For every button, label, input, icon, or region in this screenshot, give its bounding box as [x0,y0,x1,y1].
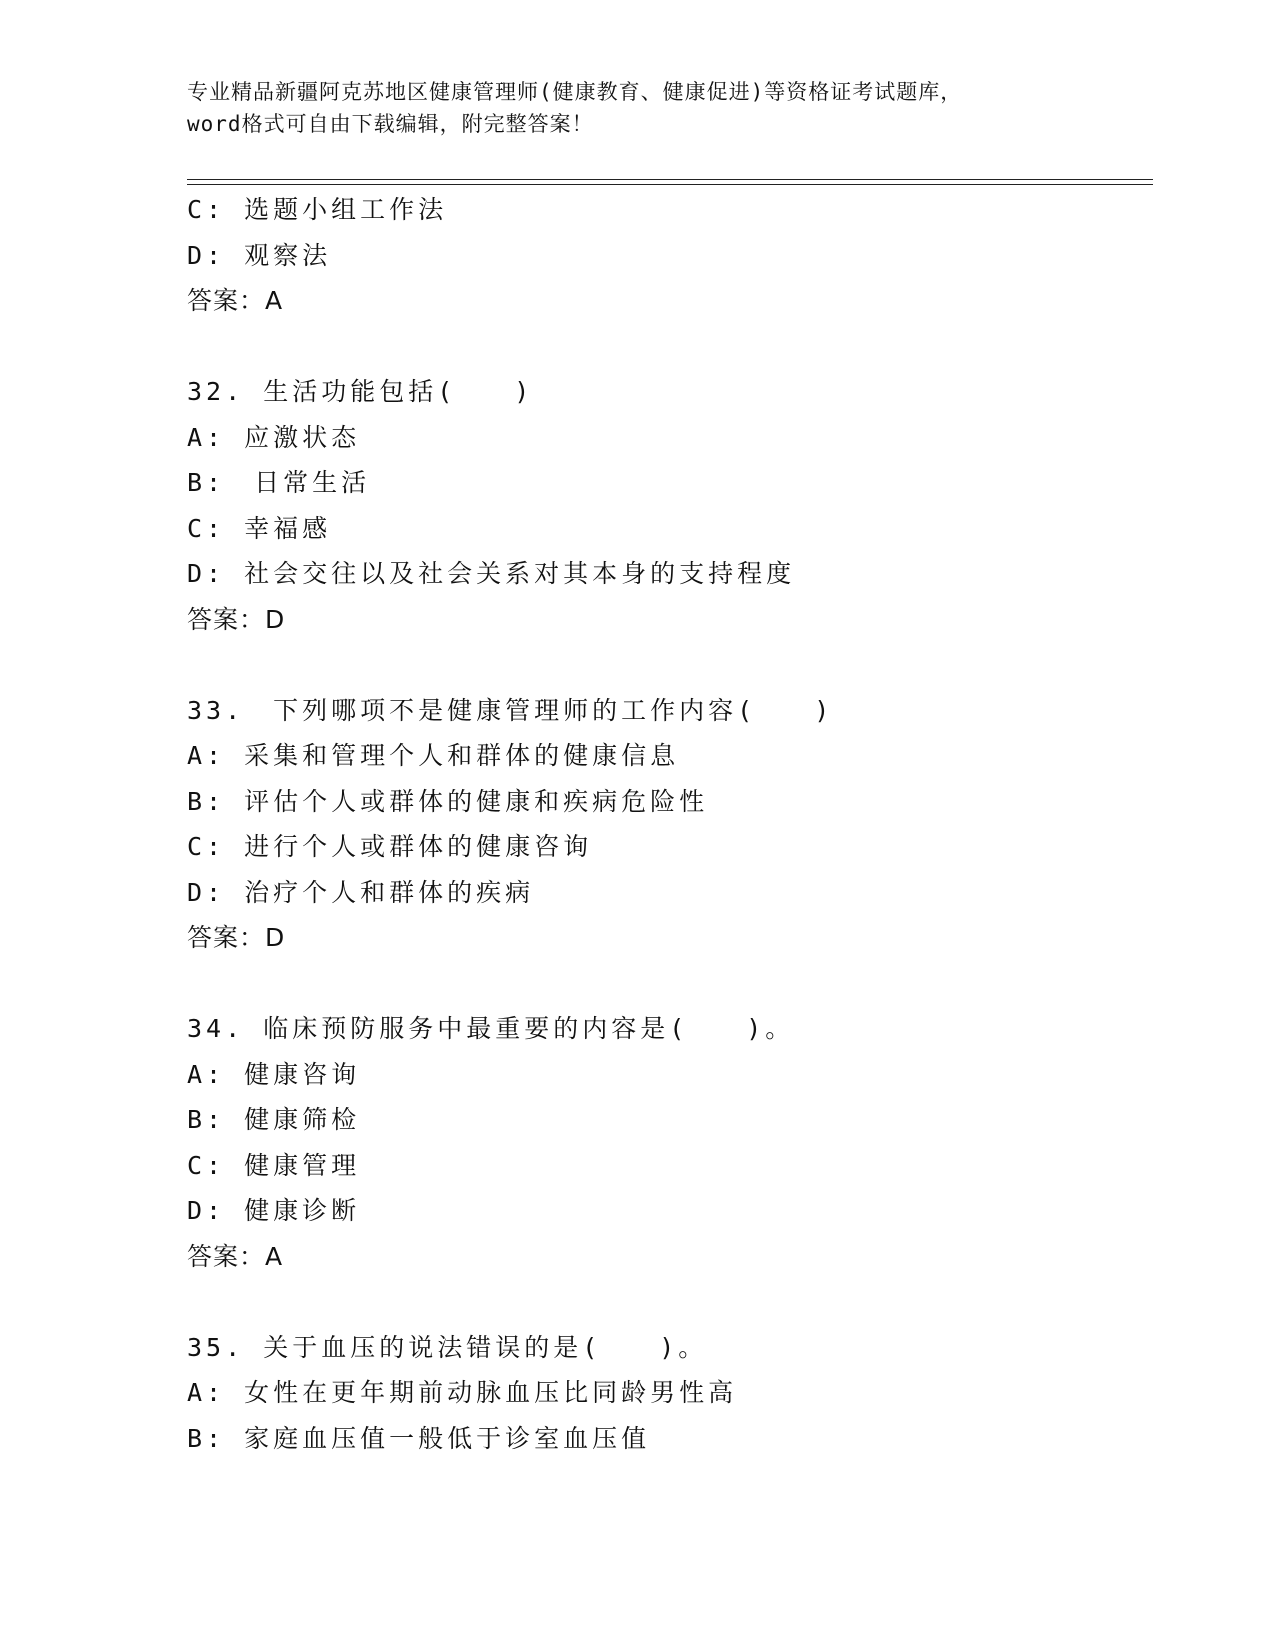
question-list [187,187,1147,1461]
option-d: D: 治疗个人和群体的疾病 [187,877,535,907]
answer: 答案：A [187,1241,284,1271]
question-stem: 35. 关于血压的说法错误的是( )。 [187,1332,708,1362]
question-stem: 33. 下列哪项不是健康管理师的工作内容( ) [187,695,834,725]
option-b: B: 家庭血压值一般低于诊室血压值 [187,1423,651,1453]
option-a: A: 健康咨询 [187,1059,361,1089]
header-divider-bottom [187,184,1153,185]
option-d: D: 观察法 [187,240,332,270]
document-header [187,76,1087,140]
option-c: C: 进行个人或群体的健康咨询 [187,832,593,861]
question-35 [187,1325,1147,1462]
spacer [187,324,1147,370]
question-stem: 34. 临床预防服务中最重要的内容是( )。 [187,1014,795,1043]
option-a: A: 女性在更年期前动脉血压比同龄男性高 [187,1378,738,1407]
option-b: B: 评估个人或群体的健康和疾病危险性 [187,786,709,816]
header-line-2: word格式可自由下载编辑，附完整答案！ [187,112,594,136]
option-a: A: 采集和管理个人和群体的健康信息 [187,741,680,770]
option-c: C: 选题小组工作法 [187,195,448,224]
question-31 [187,187,1147,324]
option-a: A: 应激状态 [187,422,361,452]
question-stem: 32. 生活功能包括( ) [187,377,534,406]
header-divider-top [187,179,1153,180]
question-32 [187,369,1147,642]
option-b: B: 健康筛检 [187,1105,361,1134]
header-line-1: 专业精品新疆阿克苏地区健康管理师(健康教育、健康促进)等资格证考试题库， [187,80,963,104]
spacer [187,1279,1147,1325]
option-b: B: 日常生活 [187,468,371,497]
answer: 答案：A [187,286,284,315]
answer: 答案：D [187,923,286,952]
option-d: D: 社会交往以及社会关系对其本身的支持程度 [187,559,796,588]
spacer [187,961,1147,1007]
question-33 [187,688,1147,961]
option-c: C: 健康管理 [187,1150,361,1180]
question-34 [187,1006,1147,1279]
option-c: C: 幸福感 [187,513,332,543]
spacer [187,642,1147,688]
option-d: D: 健康诊断 [187,1196,361,1225]
answer: 答案：D [187,604,286,634]
